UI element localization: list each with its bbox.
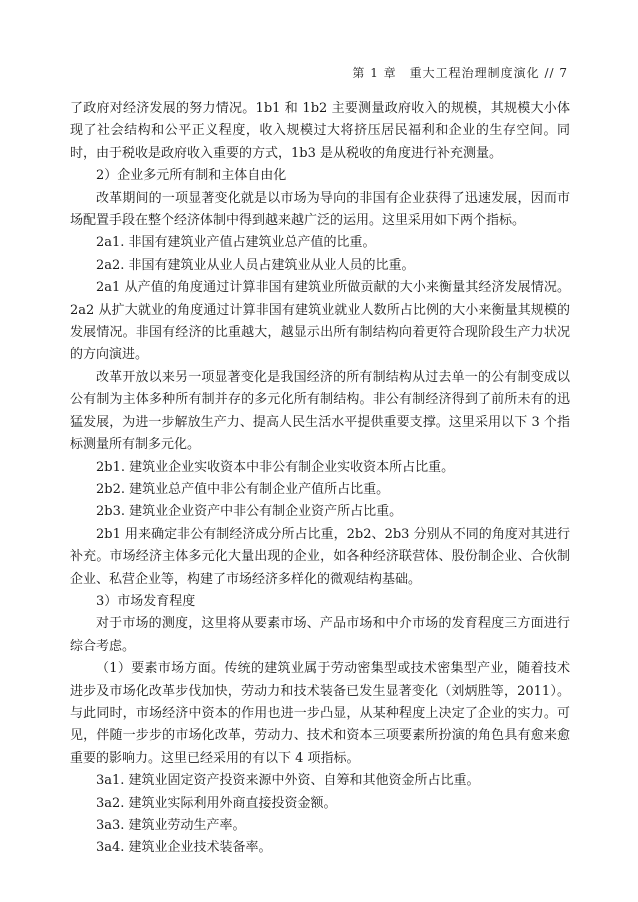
paragraph: 对于市场的测度，这里将从要素市场、产品市场和中介市场的发育程度三方面进行综合考虑。 [70,616,570,654]
indicator-3a2: 3a2. 建筑业实际利用外商直接投资金额。 [96,795,337,811]
section-heading-market: 3）市场发育程度 [96,593,196,609]
section-heading-ownership: 2）企业多元所有制和主体自由化 [96,168,287,184]
indicator-2b1: 2b1. 建筑业企业实收资本中非公有制企业实收资本所占比重。 [96,459,455,475]
running-header: 第 1 章 重大工程治理制度演化 // 7 [352,66,568,80]
indicator-3a3: 3a3. 建筑业劳动生产率。 [96,818,246,833]
indicator-3a1: 3a1. 建筑业固定资产投资来源中外资、自筹和其他资金所占比重。 [96,773,480,789]
paragraph: 2b1 用来确定非公有制经济成分所占比重，2b2、2b3 分别从不同的角度对其进行补充。市场经济主体多元化大量出现的企业，如各种经济联营体、股份制企业、合伙制企业、私营企业等，构建了市场经济多样化的微观结构基础。 [70,526,570,587]
paragraph: 2a1 从产值的角度通过计算非国有建筑业所做贡献的大小来衡量其经济发展情况。2a2 从扩大就业的角度通过计算非国有建筑业就业人数所占比例的大小来衡量其规模的发展情况。非国有经济的比重越大，越显示出所有制结构向着更符合现阶段生产力状况的方向演进。 [70,280,570,363]
indicator-2b2: 2b2. 建筑业总产值中非公有制企业产值所占比重。 [96,481,390,497]
paragraph: 改革期间的一项显著变化就是以市场为导向的非国有企业获得了迅速发展，因而市场配置手段在整个经济体制中得到越来越广泛的运用。这里采用如下两个指标。 [70,190,570,229]
paragraph-continuation: 了政府对经济发展的努力情况。1b1 和 1b2 主要测量政府收入的规模，其规模大小体现了社会结构和公平正义程度，收入规模过大将挤压居民福利和企业的生存空间。同时，由于税收是政府收入重要的方式，1b3 是从税收的角度进行补充测量。 [70,101,570,161]
indicator-2a2: 2a2. 非国有建筑业从业人员占建筑业从业人员的比重。 [96,257,415,273]
indicator-2b3: 2b3. 建筑业企业资产中非公有制企业资产所占比重。 [96,504,403,520]
paragraph: 改革开放以来另一项显著变化是我国经济的所有制结构从过去单一的公有制变成以公有制为主体多种所有制并存的多元化所有制结构。非公有制经济得到了前所未有的迅猛发展，为进一步解放生产力、提高人民生活水平提供重要支撑。这里采用以下 3 个指标测量所有制多元化。 [70,369,570,453]
indicator-2a1: 2a1. 非国有建筑业产值占建筑业总产值的比重。 [96,235,376,251]
paragraph: （1）要素市场方面。传统的建筑业属于劳动密集型或技术密集型产业，随着技术进步及市场化改革步伐加快，劳动力和技术装备已发生显著变化（刘炳胜等，2011）。与此同时，市场经济中资本的作用也进一步凸显，从某种程度上决定了企业的实力。可见，伴随一步步的市场化改革，劳动力、技术和资本三项要素所扮演的角色具有愈来愈重要的影响力。这里已经采用的有以下 4 项指标。 [70,661,570,766]
indicator-3a4: 3a4. 建筑业企业技术装备率。 [96,840,272,856]
page-body [70,98,570,860]
